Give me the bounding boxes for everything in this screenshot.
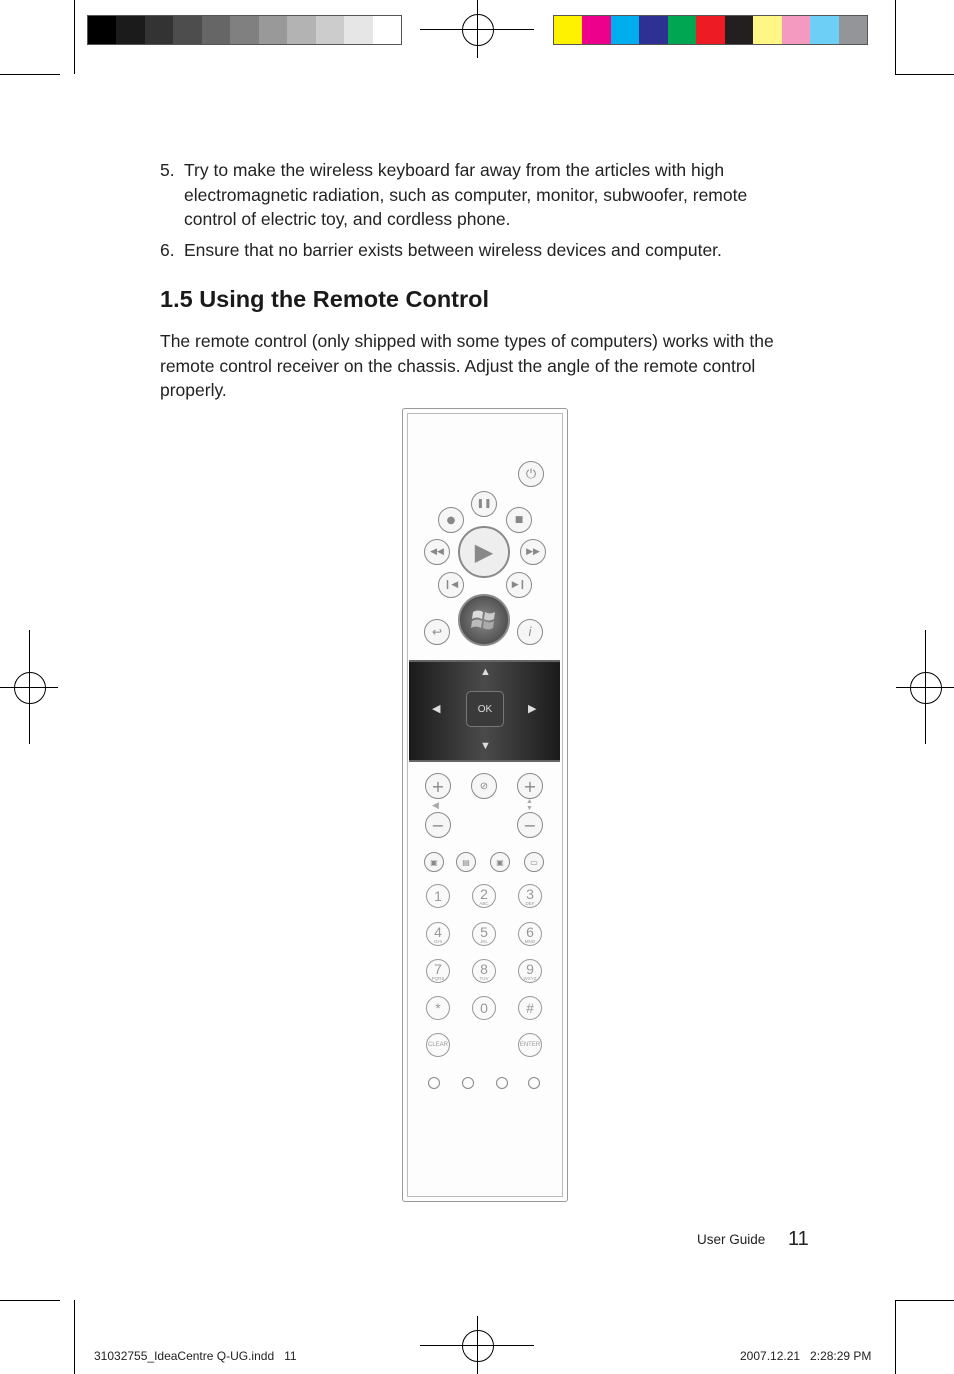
mute-icon: ⊘ (471, 773, 497, 799)
registration-mark (14, 672, 46, 704)
crop-mark (895, 0, 896, 74)
section-heading: 1.5 Using the Remote Control (160, 286, 490, 312)
color-swatch (259, 16, 287, 44)
ok-button: OK (466, 691, 504, 727)
skip-forward-icon: ▶❙ (506, 572, 532, 598)
clear-key: CLEAR (426, 1033, 450, 1057)
key-0: 0 (472, 996, 496, 1020)
volume-icon: ◀ (432, 800, 439, 810)
windows-start-icon (458, 594, 510, 646)
footer-label: User Guide (697, 1232, 766, 1247)
rewind-icon: ◀◀ (424, 539, 450, 565)
key-1: 1 (426, 884, 450, 908)
info-icon: i (517, 619, 543, 645)
color-swatch (753, 16, 781, 44)
crop-mark (895, 1300, 954, 1301)
volume-up-icon: + (425, 773, 451, 799)
color-button (528, 1077, 540, 1089)
live-tv-icon: ▣ (490, 852, 510, 872)
slug-file: 31032755_IdeaCentre Q-UG.indd 11 (94, 1349, 297, 1363)
intro-paragraph: The remote control (only shipped with some types of computers) works with the remote control receiver on the chassis. Adjust the angle of the remote control properly. (160, 331, 774, 400)
color-button (496, 1077, 508, 1089)
color-swatch (116, 16, 144, 44)
key-5: 5 JKL (472, 922, 496, 946)
skip-back-icon: ❙◀ (438, 572, 464, 598)
color-swatch (173, 16, 201, 44)
fast-forward-icon: ▶▶ (520, 539, 546, 565)
key-2: 2 ABC (472, 884, 496, 908)
key-7: 7 PQRS (426, 959, 450, 983)
power-icon: ⏻ (518, 461, 544, 487)
color-swatch (373, 16, 401, 44)
gray-scale-bar (87, 15, 402, 45)
color-swatch (316, 16, 344, 44)
crop-mark (29, 630, 30, 744)
crop-mark (925, 630, 926, 744)
key-8: 8 TUV (472, 959, 496, 983)
pause-icon: ❚❚ (471, 491, 497, 517)
registration-mark (910, 672, 942, 704)
channel-icon: ▲ ▼ (526, 798, 533, 812)
windows-logo-icon (471, 608, 497, 632)
dvd-menu-icon: ▭ (524, 852, 544, 872)
key-3: 3 DEF (518, 884, 542, 908)
color-swatch (287, 16, 315, 44)
play-icon: ▶ (458, 526, 510, 578)
crop-mark (0, 1300, 60, 1301)
key-star: * (426, 996, 450, 1020)
crop-mark (0, 74, 60, 75)
channel-down-icon: − (517, 812, 543, 838)
back-icon: ↩ (424, 619, 450, 645)
color-swatch (145, 16, 173, 44)
stop-icon: ■ (506, 507, 532, 533)
color-swatch (725, 16, 753, 44)
page-number: 11 (788, 1228, 809, 1250)
registration-mark (462, 1330, 494, 1362)
enter-key: ENTER (518, 1033, 542, 1057)
color-swatch (611, 16, 639, 44)
color-swatch (202, 16, 230, 44)
color-button (428, 1077, 440, 1089)
color-bar (553, 15, 868, 45)
arrow-right-icon: ▶ (528, 703, 537, 715)
arrow-down-icon: ▼ (480, 740, 491, 752)
color-swatch (668, 16, 696, 44)
channel-up-icon: + (517, 773, 543, 799)
color-swatch (839, 16, 867, 44)
color-swatch (88, 16, 116, 44)
slug-date: 2007.12.21 2:28:29 PM (740, 1349, 872, 1363)
volume-down-icon: − (425, 812, 451, 838)
color-swatch (639, 16, 667, 44)
instruction-list (160, 158, 800, 268)
record-icon: ● (438, 507, 464, 533)
color-button (462, 1077, 474, 1089)
key-9: 9 WXYZ (518, 959, 542, 983)
color-swatch (582, 16, 610, 44)
color-swatch (554, 16, 582, 44)
arrow-left-icon: ◀ (432, 703, 441, 715)
crop-mark (477, 0, 478, 58)
color-swatch (810, 16, 838, 44)
list-item: 6. Ensure that no barrier exists between wireless devices and computer. (160, 239, 722, 260)
color-swatch (782, 16, 810, 44)
key-hash: # (518, 996, 542, 1020)
arrow-up-icon: ▲ (480, 666, 491, 678)
guide-icon: ▤ (456, 852, 476, 872)
crop-mark (895, 74, 954, 75)
key-4: 4 GHI (426, 922, 450, 946)
list-item: 5. Try to make the wireless keyboard far away from the articles with high electromagnetic radiation, such as computer, monitor, subwoofer, remote control of electric toy, and cordless phone. (160, 160, 748, 229)
crop-mark (74, 0, 75, 74)
key-6: 6 MNO (518, 922, 542, 946)
registration-mark (462, 14, 494, 46)
crop-mark (895, 1300, 896, 1374)
crop-mark (477, 1316, 478, 1374)
color-swatch (696, 16, 724, 44)
recorded-tv-icon: ▣ (424, 852, 444, 872)
crop-mark (74, 1300, 75, 1374)
color-swatch (344, 16, 372, 44)
color-swatch (230, 16, 258, 44)
